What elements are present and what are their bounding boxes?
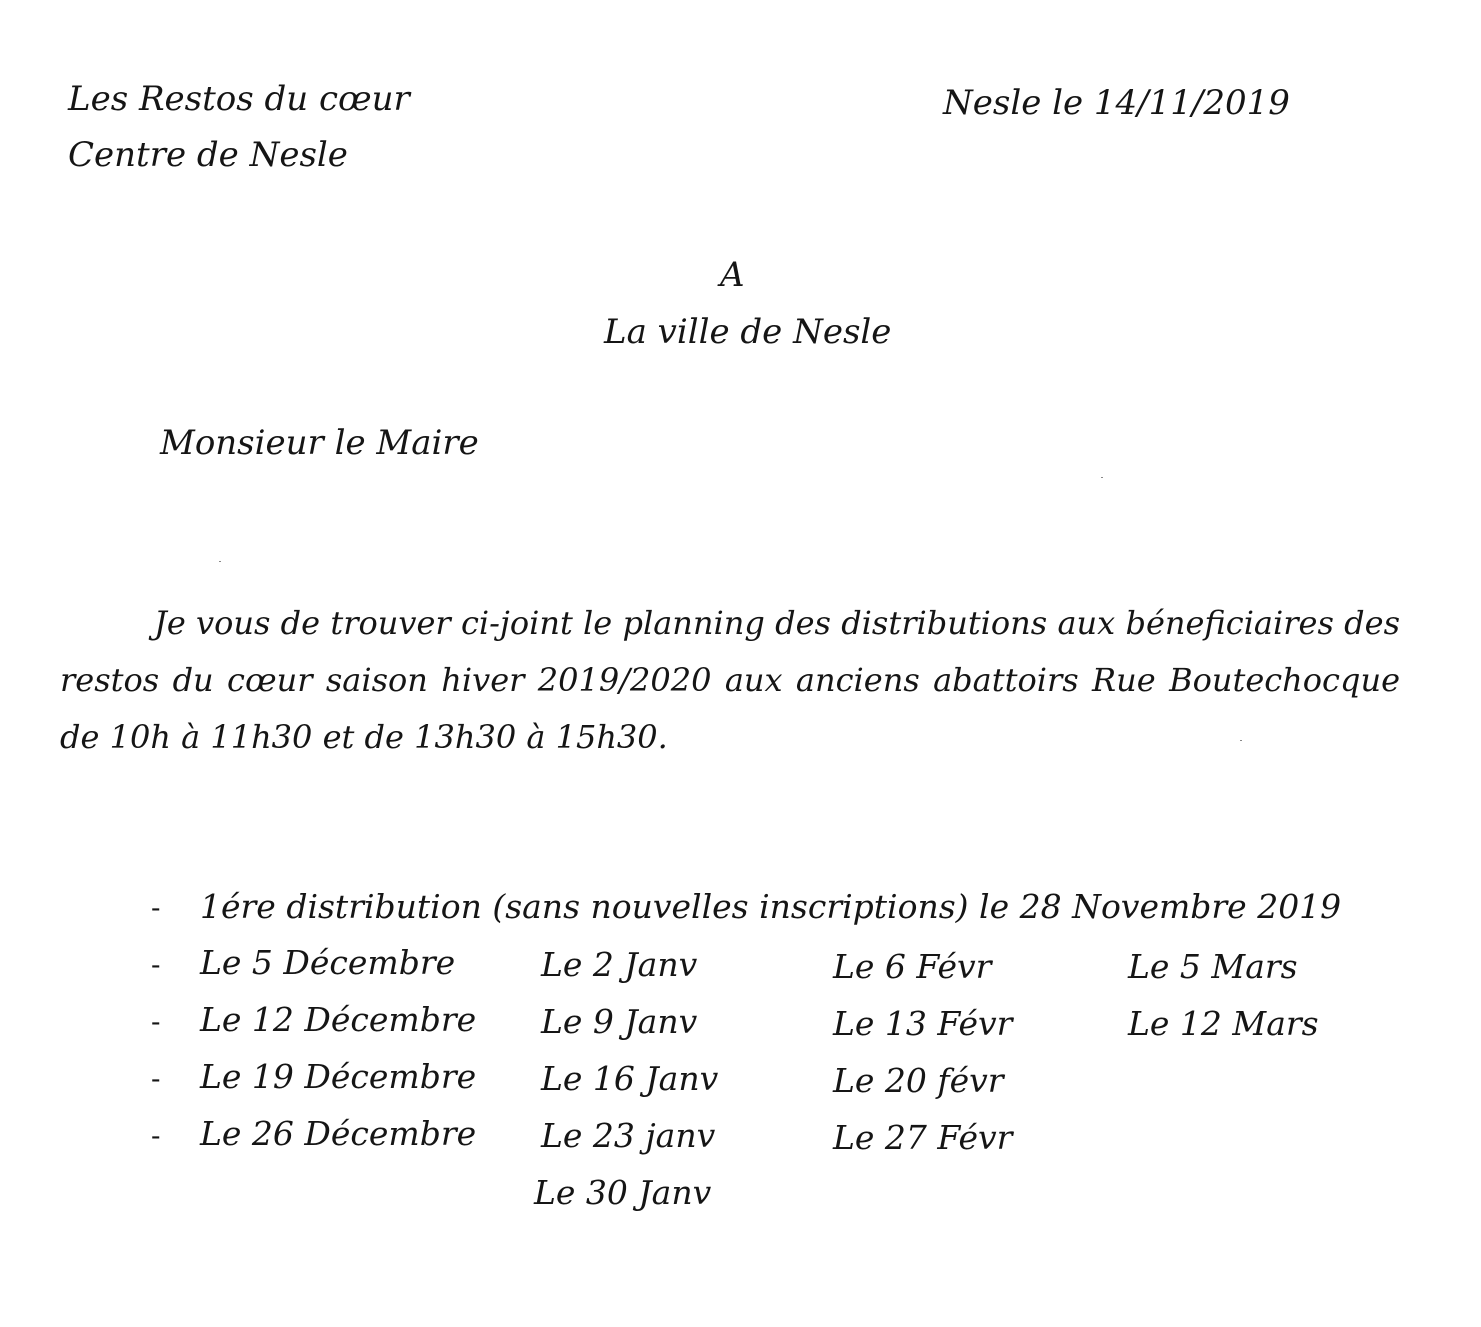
salutation: Monsieur le Maire <box>160 423 479 463</box>
list-bullet: - <box>151 948 161 981</box>
recipient-prefix: A <box>720 255 745 295</box>
scan-speck <box>219 561 221 562</box>
date-december: Le 26 Décembre <box>200 1114 477 1153</box>
date-february: Le 20 févr <box>833 1061 1004 1100</box>
list-bullet: - <box>151 1119 161 1152</box>
date-february: Le 13 Févr <box>833 1004 1013 1043</box>
date-january: Le 2 Janv <box>541 945 698 984</box>
scan-speck <box>1101 477 1103 478</box>
date-january: Le 16 Janv <box>541 1059 719 1098</box>
date-december: Le 5 Décembre <box>200 943 456 982</box>
date-february: Le 27 Févr <box>833 1118 1013 1157</box>
date-march: Le 12 Mars <box>1128 1004 1319 1043</box>
sender-line-2: Centre de Nesle <box>68 135 348 175</box>
date-january: Le 30 Janv <box>534 1173 712 1212</box>
recipient-name: La ville de Nesle <box>604 312 892 352</box>
date-january: Le 23 janv <box>541 1116 716 1155</box>
scan-speck <box>1240 740 1242 741</box>
list-bullet: - <box>151 1005 161 1038</box>
date-line: Nesle le 14/11/2019 <box>943 83 1290 123</box>
sender-line-1: Les Restos du cœur <box>68 79 410 119</box>
list-bullet: - <box>151 891 161 924</box>
body-paragraph: Je vous de trouver ci-joint le planning des distributions aux béneficiaires des restos du cœur saison hiver 2019/2020 aux anciens abattoirs Rue Boutechocque de 10h à 11h30 et de 13h30 à 15h30. <box>60 604 1400 756</box>
first-distribution: 1ére distribution (sans nouvelles inscriptions) le 28 Novembre 2019 <box>200 887 1342 926</box>
date-january: Le 9 Janv <box>541 1002 698 1041</box>
list-bullet: - <box>151 1062 161 1095</box>
date-march: Le 5 Mars <box>1128 947 1298 986</box>
date-february: Le 6 Févr <box>833 947 992 986</box>
date-december: Le 19 Décembre <box>200 1057 477 1096</box>
date-december: Le 12 Décembre <box>200 1000 477 1039</box>
